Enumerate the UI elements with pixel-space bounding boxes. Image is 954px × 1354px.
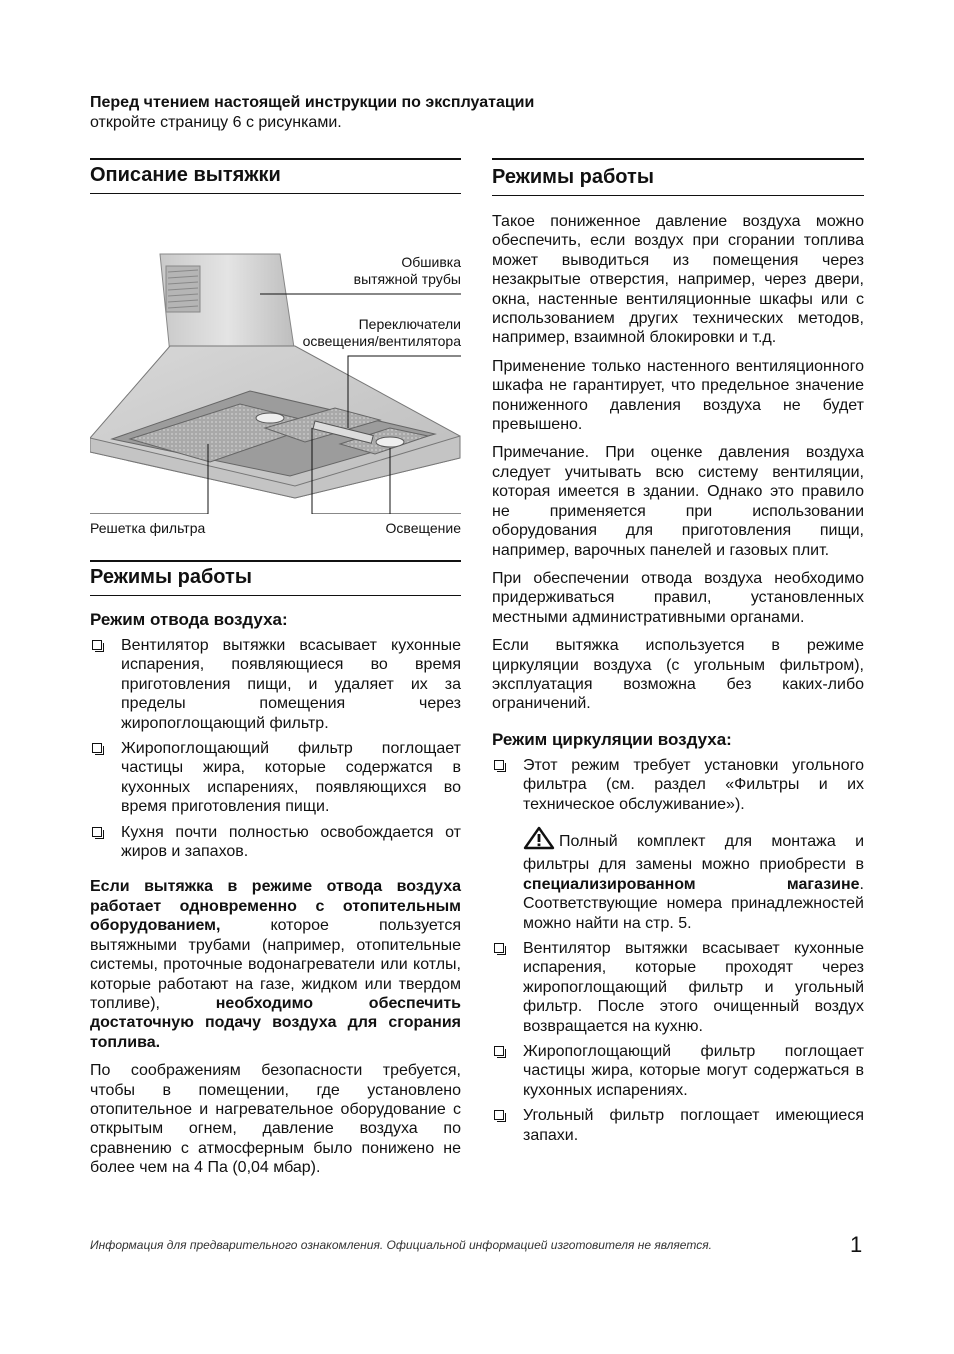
hood-illustration xyxy=(90,196,461,514)
list-item: Кухня почти полностью освобождается от жиров и запахов. xyxy=(90,823,461,862)
recirculation-list-2 xyxy=(492,939,864,1145)
checkbox-icon xyxy=(494,1046,504,1056)
checkbox-icon xyxy=(494,943,504,953)
page-number: 1 xyxy=(850,1232,863,1257)
label-switches: Переключатели освещения/вентилятора xyxy=(302,316,461,349)
checkbox-icon xyxy=(92,640,102,650)
warning-note: Полный комплект для монтажа и фильтры для замены можно приобрести в специализированном магазине. Соответствующие номера принадлежностей можно найти на стр. 5. xyxy=(492,826,864,933)
label-lighting: Освещение xyxy=(385,520,461,536)
paragraph: Применение только настенного вентиляционного шкафа не гарантирует, что предельное значение пониженного давления воздуха не будет превышено. xyxy=(492,357,864,434)
label-filter-grille: Решетка фильтра xyxy=(90,520,206,536)
heating-warning-paragraph: Если вытяжка в режиме отвода воздуха работает одновременно с отопительным оборудованием, которое пользуется вытяжными трубами (например, отопительные системы, проточные водонагреватели или котлы, которые работают на газе, жидком или твердом топливе), необходимо обеспечить достаточную подачу воздуха для сгорания топлива. xyxy=(90,878,461,1051)
list-item: Этот режим требует установки угольного фильтра (см. раздел «Фильтры и их техническое обслуживание»). xyxy=(492,756,864,814)
checkbox-icon xyxy=(92,743,102,753)
intro xyxy=(90,93,870,133)
hood-figure xyxy=(90,196,461,514)
list-item: Вентилятор вытяжки всасывает кухонные испарения, появляющиеся во время приготовления пищи, и удаляет их за пределы помещения через жиропоглощающий фильтр. xyxy=(90,636,461,733)
recirculation-list-1 xyxy=(492,756,864,814)
warning-triangle-icon xyxy=(523,826,555,855)
checkbox-icon xyxy=(92,827,102,837)
label-chimney-cover: Обшивка вытяжной трубы xyxy=(353,254,461,287)
list-item: Угольный фильтр поглощает имеющиеся запахи. xyxy=(492,1106,864,1145)
list-item: Жиропоглощающий фильтр поглощает частицы жира, которые содержатся в кухонных испарениях, появляющихся во время приготовления пищи. xyxy=(90,739,461,817)
hood-description-heading: Описание вытяжки xyxy=(90,158,461,194)
left-column xyxy=(90,158,461,1187)
paragraph: Если вытяжка используется в режиме циркуляции воздуха (с угольным фильтром), эксплуатация возможна без каких-либо ограничений. xyxy=(492,637,864,713)
vent-grille xyxy=(166,266,200,312)
light-lamp xyxy=(376,437,404,447)
right-column xyxy=(492,158,864,1155)
checkbox-icon xyxy=(494,1110,504,1120)
operating-modes-heading-right: Режимы работы xyxy=(492,158,864,196)
paragraph: Такое пониженное давление воздуха можно обеспечить, если воздух при сгорании топлива может выводиться из помещения через незакрытые отверстия, например, через двери, окна, настенные вентиляционные шкафы или с использованием других технических методов, например, взаимной блокировки и т.д. xyxy=(492,213,864,347)
list-item: Жиропоглощающий фильтр поглощает частицы жира, которые могут содержаться в кухонных испарениях. xyxy=(492,1042,864,1100)
footer-disclaimer: Информация для предварительного ознакомления. Официальной информацией изготовителя не является. xyxy=(90,1238,712,1252)
paragraph: При обеспечении отвода воздуха необходимо придерживаться правил, установленных местными административными органами. xyxy=(492,569,864,626)
recirculation-mode-heading: Режим циркуляции воздуха: xyxy=(492,729,732,749)
operating-modes-heading-left: Режимы работы xyxy=(90,560,461,596)
checkbox-icon xyxy=(494,760,504,770)
exhaust-mode-heading: Режим отвода воздуха: xyxy=(90,610,288,629)
exhaust-mode-list xyxy=(90,636,461,861)
safety-paragraph: По соображениям безопасности требуется, чтобы в помещении, где установлено отопительное и нагревательное оборудование с открытым огнем, давление воздуха по сравнению с атмосферным было понижено не более чем на 4 Па (0,04 мбар). xyxy=(90,1062,461,1177)
intro-bold: Перед чтением настоящей инструкции по эксплуатации xyxy=(90,94,535,111)
intro-normal: откройте страницу 6 с рисунками. xyxy=(90,114,342,131)
paragraph: Примечание. При оценке давления воздуха следует учитывать всю систему вентиляции, которая имеется в здании. Однако это правило не применяется при использовании оборудования для приготовления пищи, например, варочных панелей и газовых плит. xyxy=(492,444,864,559)
list-item: Вентилятор вытяжки всасывает кухонные испарения, которые проходят через жиропоглощающий фильтр и угольный фильтр. После этого очищенный воздух возвращается на кухню. xyxy=(492,939,864,1036)
